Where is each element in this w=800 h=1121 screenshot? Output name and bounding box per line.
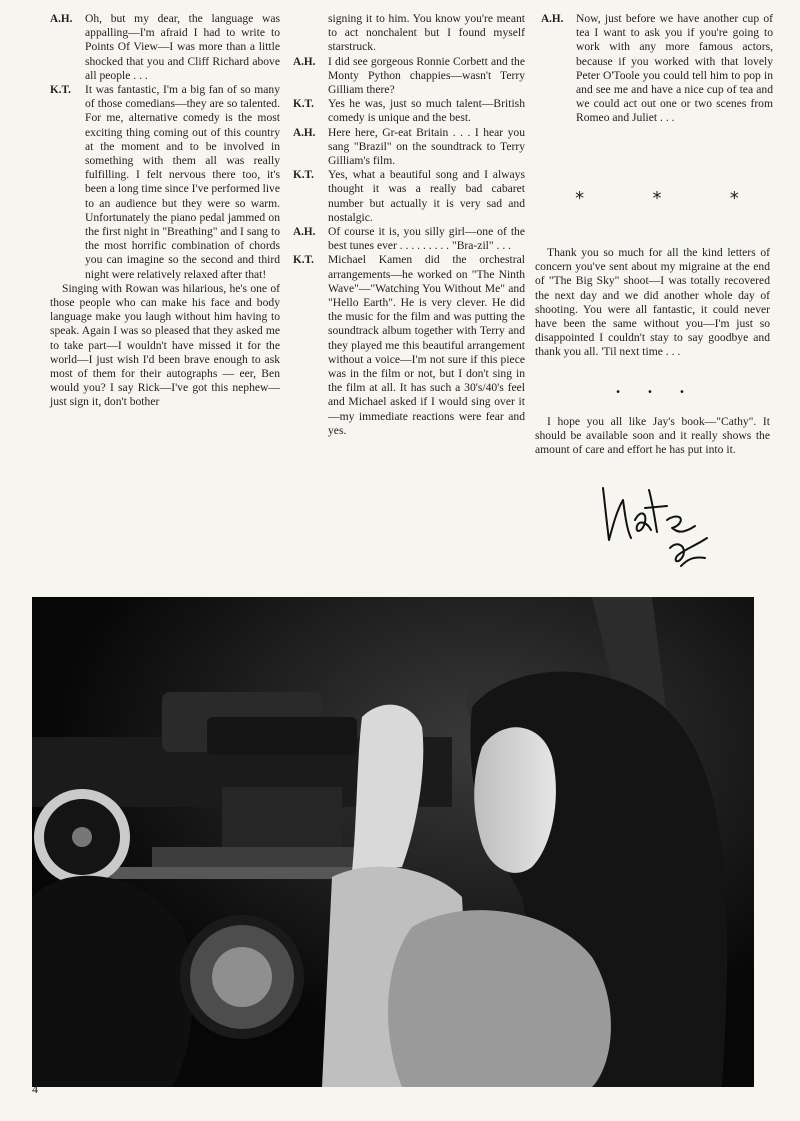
letter-paragraph-2: I hope you all like Jay's book—"Cathy". It should be available soon and it really shows the amount of care and effort he has put into it. <box>535 415 770 457</box>
entry-text: Yes, what a beautiful song and I always thought it was a really bad cabaret number but actually it is very sad and nostalgic. <box>328 168 525 224</box>
speaker-label: A.H. <box>50 13 73 25</box>
speaker-label: A.H. <box>293 126 316 139</box>
signature-image <box>595 470 715 575</box>
interview-entry <box>50 83 280 282</box>
section-separator <box>541 188 773 209</box>
interview-entry <box>293 55 525 98</box>
speaker-label: A.H. <box>541 13 564 25</box>
separator-dot: • <box>678 387 685 398</box>
separator-star: * <box>575 188 585 209</box>
separator-dot: • <box>615 387 622 398</box>
separator-star: * <box>652 188 662 209</box>
entry-text: Here here, Gr-eat Britain . . . I hear you sang "Brazil" on the soundtrack to Terry Gilliam's film. <box>328 125 525 168</box>
letter-paragraph-1: Thank you so much for all the kind letters of concern you've sent about my migraine at the end of "The Big Sky" shoot—I was totally recovered the next day and we did another whole day of shooting. You were all fantastic, it could never have been the same without you—I'm just so disappointed I couldn't stay to say goodbye and thank you all. 'Til next time . . . <box>535 246 770 359</box>
speaker-label: K.T. <box>50 84 71 97</box>
interview-entry <box>293 253 525 438</box>
interview-column-3 <box>541 12 773 126</box>
speaker-label: A.H. <box>293 55 316 68</box>
speaker-label: K.T. <box>293 254 314 267</box>
interview-entry <box>293 168 525 225</box>
entry-continuation: signing it to him. You know you're meant to act nonchalent but I found myself starstruck. <box>328 12 525 54</box>
entry-text: Of course it is, you silly girl—one of the best tunes ever . . . . . . . . . "Bra-zil" . . . <box>328 225 525 253</box>
entry-text: Yes he was, just so much talent—British comedy is unique and the best. <box>328 97 525 125</box>
entry-text: Oh, but my dear, the language was appalling—I'm afraid I had to write to Points Of View—I was more than a little shocked that you and Cliff Richard above all people . . . <box>85 12 280 82</box>
speaker-label: K.T. <box>293 169 314 182</box>
interview-column-2 <box>293 12 525 438</box>
separator-star: * <box>729 188 739 209</box>
interview-entry <box>293 126 525 169</box>
entry-text: Now, just before we have another cup of tea I want to ask you if you're going to work with any more famous actors, because if you worked with that lovely Peter O'Toole you could tell him to pop in and see me and have a nice cup of tea and we could act out one or two scenes from Romeo and Juliet . . . <box>576 12 773 125</box>
separator-dot: • <box>647 387 653 398</box>
interview-entry <box>50 12 280 83</box>
page-number: 4 <box>32 1082 38 1096</box>
interview-column-1 <box>50 12 280 410</box>
photo-image <box>32 597 754 1087</box>
entry-text: I did see gorgeous Ronnie Corbett and the Monty Python chappies—wasn't Terry Gilliam there? <box>328 54 525 97</box>
interview-entry <box>293 225 525 253</box>
entry-paragraph: Singing with Rowan was hilarious, he's one of those people who can make his face and body language make you laugh without him having to speak. Again I was so pleased that they asked me to take part—I wouldn't have missed it for the world—I just wish I'd been brave enough to ask most of them for their autographs — eer, Ben would you? I say Rick—I've got this nephew—just sign it, don't bother <box>50 281 280 409</box>
speaker-label: K.T. <box>293 98 314 111</box>
speaker-label: A.H. <box>293 226 316 239</box>
entry-text: It was fantastic, I'm a big fan of so many of those comedians—they are so talented. For me, alternative comedy is the most exciting thing coming out of this country at the moment and to be involved in something with them all was really fulfilling. I felt nervous there too, it's been a long time since I've performed live to an audience but they were so warm. Unfortunately the piano pedal jammed on the first night in "Breathing" and I sang to the most horrific combination of chords you can imagine so the second and third night were relatively relaxed after that! <box>85 83 280 281</box>
interview-entry <box>541 12 773 126</box>
entry-text: Michael Kamen did the orchestral arrangements—he worked on "The Ninth Wave"—"Watching You Without Me" and "Hello Earth". He is very clever. He did the music for the film and was putting the soundtrack album together with Terry and they played me this beautiful arrangement without a voice—I'm not sure if this piece was in the film or not, but I don't sing in the film at all. It has such a 30's/40's feel and Michael asked if I would sing over it—my immediate reactions were fear and yes. <box>328 253 525 437</box>
photo-camera-operator <box>32 597 754 1087</box>
interview-entry <box>293 97 525 125</box>
section-separator-small <box>565 387 735 398</box>
